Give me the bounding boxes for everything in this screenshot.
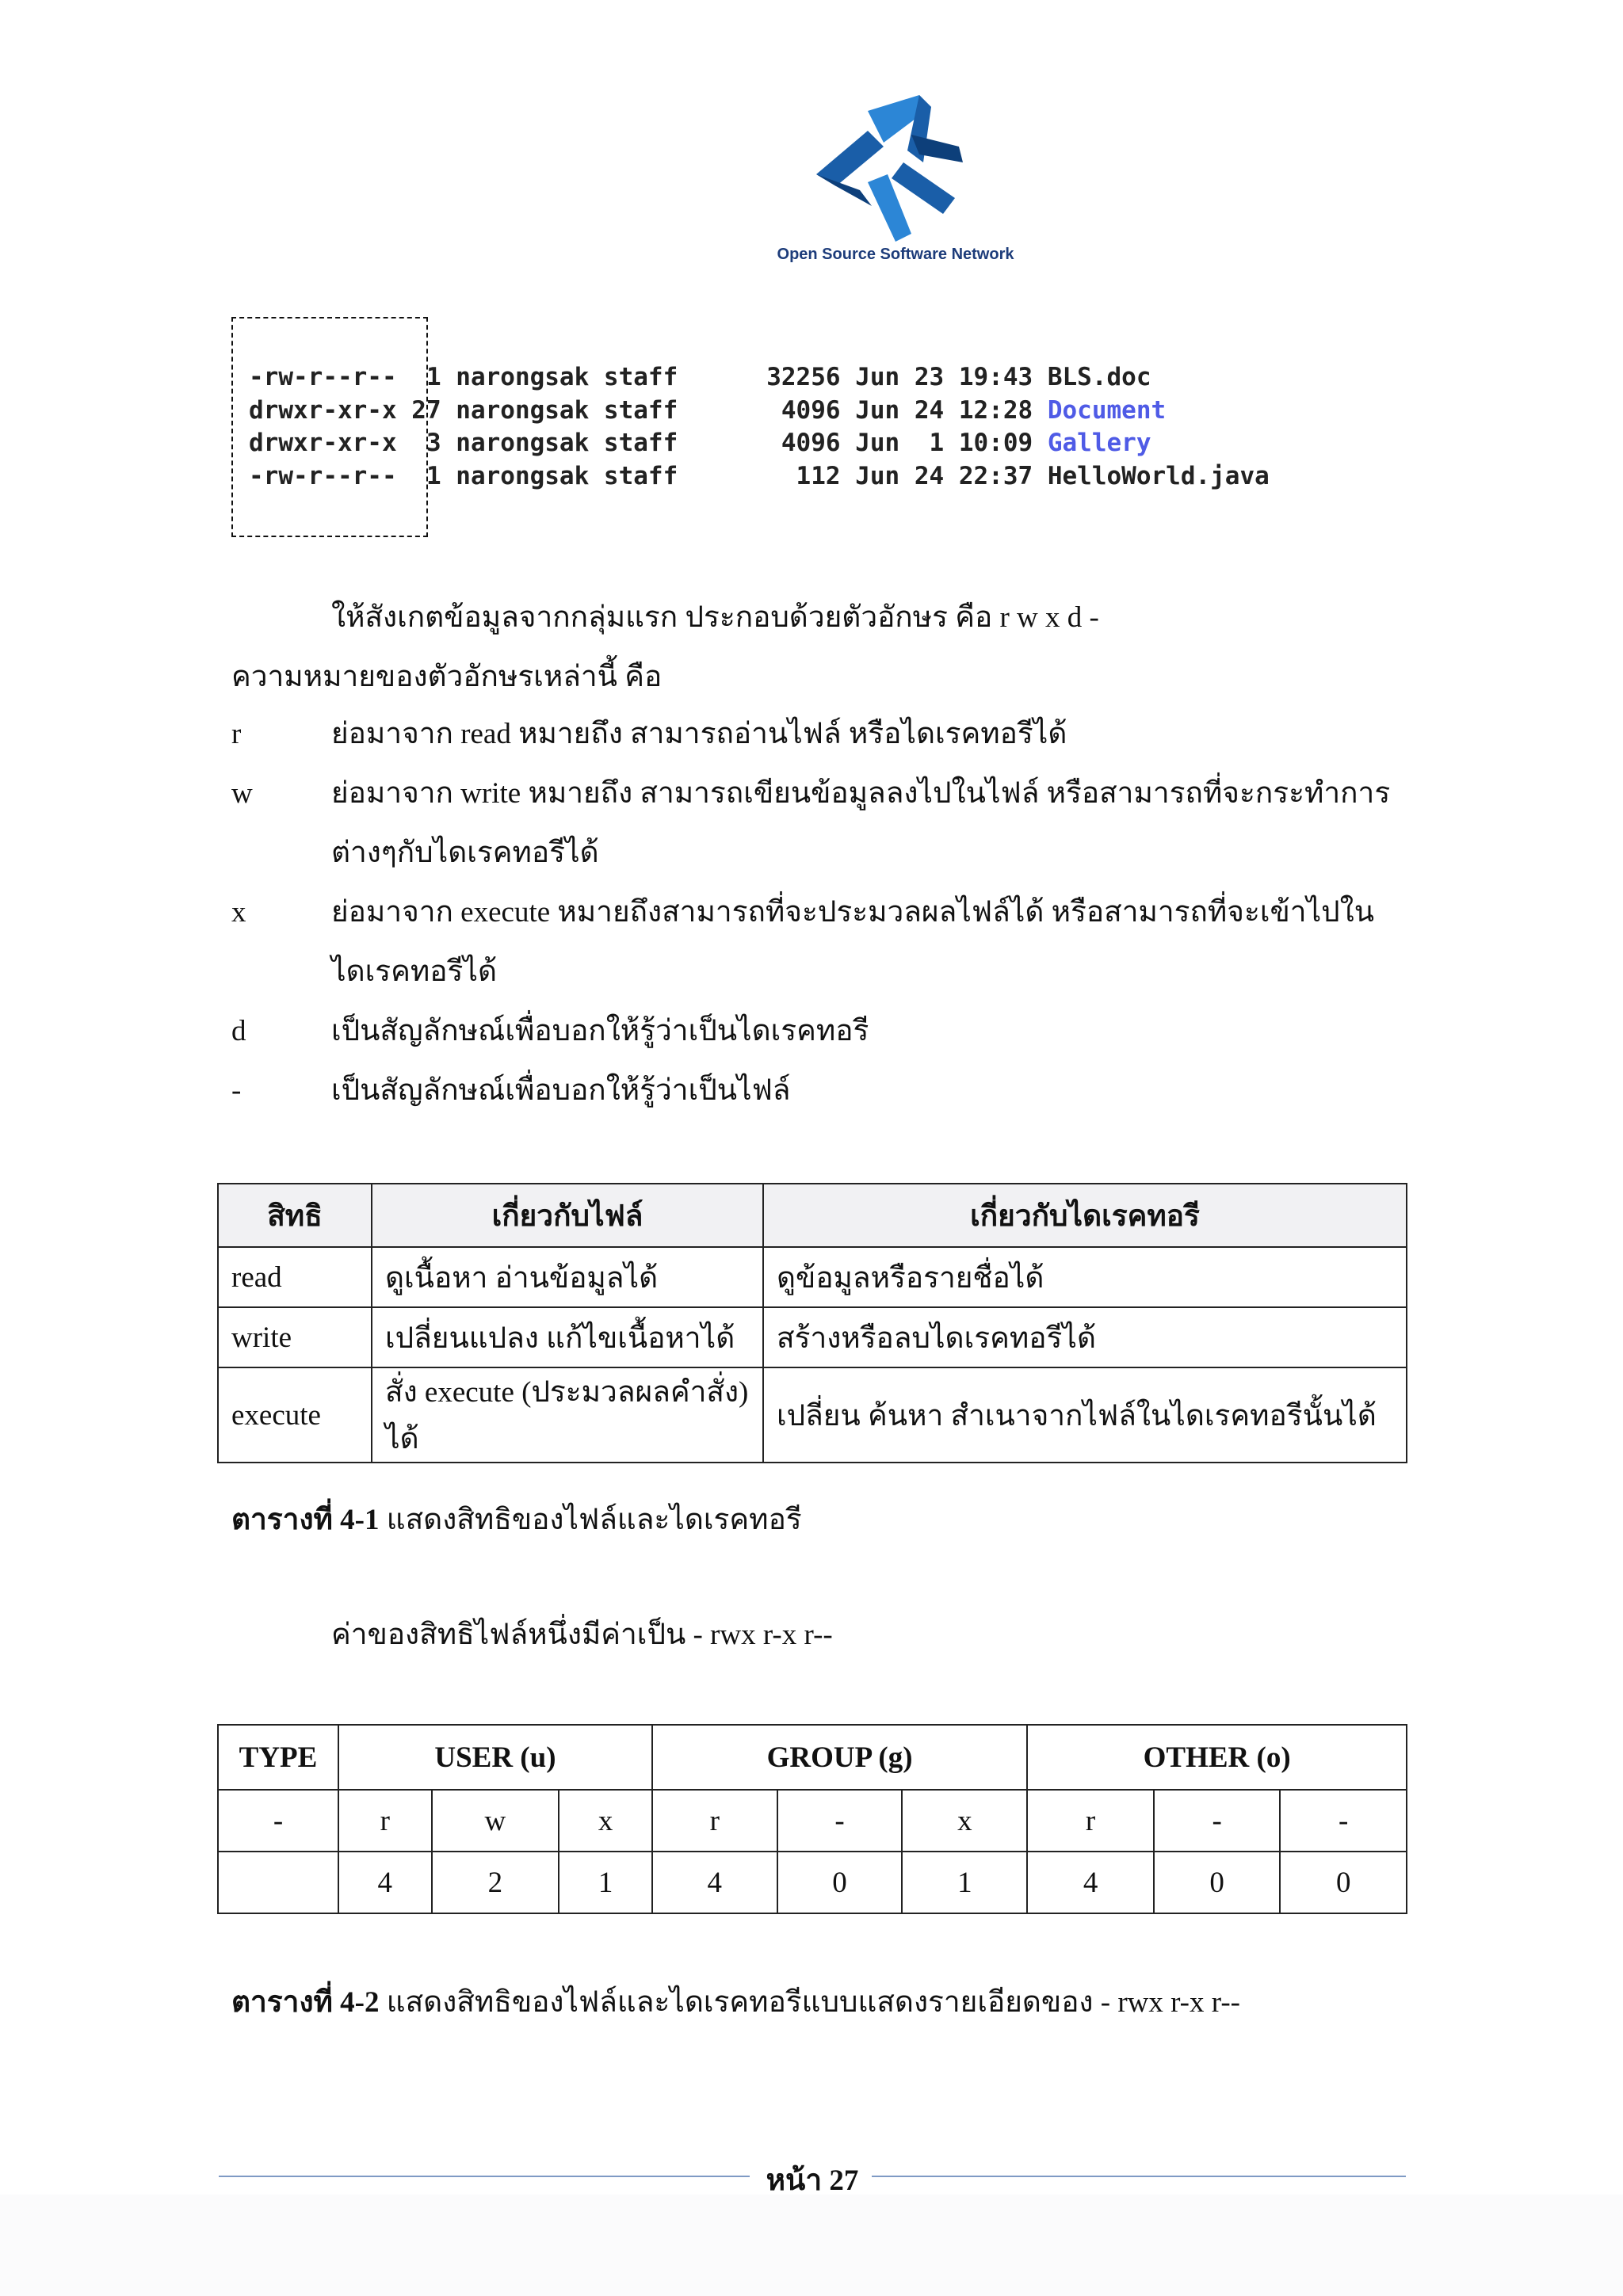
- page-number: หน้า 27: [766, 2164, 859, 2197]
- definition-text: ไดเรคทอรีได้: [331, 955, 498, 988]
- footer-rule-right: [872, 2176, 1406, 2177]
- value-cell: 0: [777, 1852, 903, 1913]
- table-row: [218, 1367, 1407, 1463]
- definition-term: w: [231, 777, 253, 810]
- definition-text: ย่อมาจาก write หมายถึง สามารถเขียนข้อมูลลงไปในไฟล์ หรือสามารถที่จะกระทำการ: [331, 777, 1391, 810]
- header-type: TYPE: [218, 1725, 338, 1790]
- table-cell: read: [218, 1247, 372, 1307]
- page-bottom-shade: [0, 2195, 1623, 2296]
- header-directory: เกี่ยวกับไดเรคทอรี: [763, 1184, 1407, 1247]
- ls-line: [249, 460, 1270, 494]
- osso-logo: [737, 87, 1054, 277]
- ls-output: [231, 317, 1388, 543]
- caption-label: ตารางที่ 4-1: [231, 1504, 380, 1536]
- ls-line-details: drwxr-xr-x 27 narongsak staff 4096 Jun 24 12:28: [249, 395, 1048, 425]
- table-1-caption: [231, 1496, 802, 1543]
- value-cell: 4: [652, 1852, 777, 1913]
- symbol-row: [218, 1790, 1407, 1852]
- pinwheel-logo-icon: [792, 87, 999, 246]
- table-cell: execute: [218, 1367, 372, 1463]
- table-2-caption: [231, 1978, 1240, 2025]
- intro-line-1: ให้สังเกตข้อมูลจากกลุ่มแรก ประกอบด้วยตัวอักษร คือ r w x d -: [331, 601, 1099, 634]
- table-cell: ดูเนื้อหา อ่านข้อมูลได้: [372, 1247, 763, 1307]
- ls-line-details: -rw-r--r-- 1 narongsak staff 32256 Jun 23 19:43: [249, 363, 1048, 391]
- permission-bits-table: [217, 1724, 1407, 1914]
- caption-label: ตารางที่ 4-2: [231, 1986, 380, 2019]
- table-cell: เปลี่ยนแปลง แก้ไขเนื้อหาได้: [372, 1307, 763, 1367]
- caption-text: แสดงสิทธิของไฟล์และไดเรคทอรีแบบแสดงรายเอียดของ - rwx r-x r--: [379, 1986, 1240, 2019]
- ls-line-details: drwxr-xr-x 3 narongsak staff 4096 Jun 1 10:09: [249, 429, 1048, 457]
- table-cell: เปลี่ยน ค้นหา สำเนาจากไฟล์ในไดเรคทอรีนั้นได้: [763, 1367, 1407, 1463]
- example-line: ค่าของสิทธิไฟล์หนึ่งมีค่าเป็น - rwx r-x r--: [331, 1619, 833, 1651]
- symbol-cell: r: [338, 1790, 432, 1852]
- value-cell: 4: [1027, 1852, 1154, 1913]
- symbol-cell: x: [902, 1790, 1027, 1852]
- value-cell: 4: [338, 1852, 432, 1913]
- definition-term: d: [231, 1015, 246, 1047]
- table-cell: write: [218, 1307, 372, 1367]
- permissions-table: [217, 1183, 1407, 1463]
- value-cell: 1: [902, 1852, 1027, 1913]
- ls-line: [249, 427, 1270, 460]
- value-cell: 0: [1154, 1852, 1281, 1913]
- value-cell: 1: [559, 1852, 652, 1913]
- caption-text: แสดงสิทธิของไฟล์และไดเรคทอรี: [379, 1504, 802, 1536]
- intro-line-2: ความหมายของตัวอักษรเหล่านี้ คือ: [231, 661, 663, 693]
- ls-file-name: BLS.doc: [1047, 363, 1151, 391]
- header-user: USER (u): [338, 1725, 652, 1790]
- definition-text: ย่อมาจาก execute หมายถึงสามารถที่จะประมวลผลไฟล์ได้ หรือสามารถที่จะเข้าไปใน: [331, 896, 1375, 929]
- definition-text: เป็นสัญลักษณ์เพื่อบอกให้รู้ว่าเป็นไฟล์: [331, 1074, 791, 1107]
- symbol-cell: -: [218, 1790, 338, 1852]
- symbol-cell: -: [777, 1790, 903, 1852]
- header-file: เกี่ยวกับไฟล์: [372, 1184, 763, 1247]
- header-group: GROUP (g): [652, 1725, 1027, 1790]
- symbol-cell: r: [1027, 1790, 1154, 1852]
- definition-term: x: [231, 896, 246, 929]
- value-cell: [218, 1852, 338, 1913]
- definition-text: ย่อมาจาก read หมายถึง สามารถอ่านไฟล์ หรือไดเรคทอรีได้: [331, 718, 1067, 750]
- value-row: [218, 1852, 1407, 1913]
- header-other: OTHER (o): [1027, 1725, 1407, 1790]
- value-cell: 2: [432, 1852, 559, 1913]
- table-cell: สั่ง execute (ประมวลผลคำสั่ง) ได้: [372, 1367, 763, 1463]
- value-cell: 0: [1280, 1852, 1407, 1913]
- header-right: สิทธิ: [218, 1184, 372, 1247]
- table-cell: สร้างหรือลบไดเรคทอรีได้: [763, 1307, 1407, 1367]
- ls-directory-name: Gallery: [1047, 429, 1151, 457]
- table-row: [218, 1247, 1407, 1307]
- footer-rule-left: [219, 2176, 750, 2177]
- table-cell: ดูข้อมูลหรือรายชื่อได้: [763, 1247, 1407, 1307]
- table-row: [218, 1307, 1407, 1367]
- symbol-cell: r: [652, 1790, 777, 1852]
- ls-file-name: HelloWorld.java: [1047, 461, 1270, 490]
- symbol-cell: w: [432, 1790, 559, 1852]
- symbol-cell: -: [1280, 1790, 1407, 1852]
- ls-directory-name: Document: [1047, 395, 1167, 425]
- ls-line-details: -rw-r--r-- 1 narongsak staff 112 Jun 24 22:37: [249, 461, 1048, 490]
- symbol-cell: -: [1154, 1790, 1281, 1852]
- definition-text: เป็นสัญลักษณ์เพื่อบอกให้รู้ว่าเป็นไดเรคทอรี: [331, 1015, 869, 1047]
- symbol-cell: x: [559, 1790, 652, 1852]
- ls-line: [249, 395, 1270, 428]
- logo-caption: Open Source Software Network: [777, 246, 1014, 263]
- definition-term: r: [231, 718, 242, 750]
- definition-text: ต่างๆกับไดเรคทอรีได้: [331, 837, 599, 869]
- definition-term: -: [231, 1074, 242, 1107]
- ls-line: [249, 361, 1270, 395]
